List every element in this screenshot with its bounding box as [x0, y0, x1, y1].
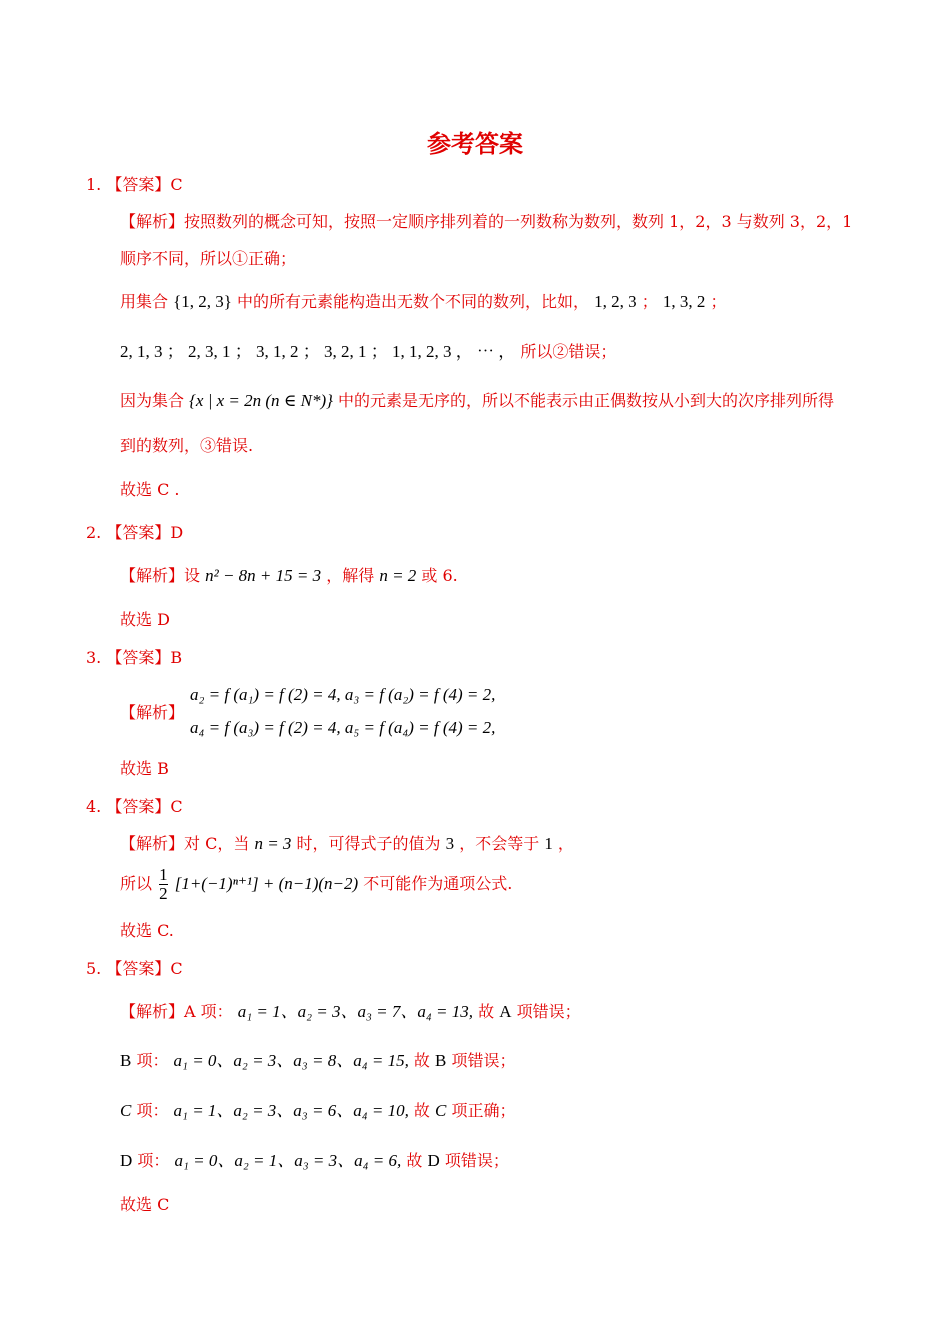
- q5-text: 【解析】A 项：: [120, 1002, 233, 1021]
- q4-fraction-denominator: 2: [159, 884, 168, 903]
- q5-text: 故: [413, 1051, 430, 1070]
- q2-text: 【解析】设: [120, 566, 201, 585]
- q5-option-c-formula: a₁ = 1、a₂ = 3、a₃ = 6、a₄ = 10,: [173, 1101, 409, 1120]
- q1-text: 中的所有元素能构造出无数个不同的数列，比如，: [237, 292, 590, 311]
- q5-option-letter: A: [499, 1002, 512, 1021]
- q5-text: 项：: [136, 1101, 169, 1120]
- q2-conclusion: 故选 D: [120, 610, 170, 629]
- q1-analysis-line-2: 顺序不同，所以①正确；: [120, 249, 297, 268]
- q3-formula-line-2: a₄ = f (a₃) = f (2) = 4, a₅ = f (a₄) = f (4) = 2,: [190, 718, 496, 737]
- q5-text: 项：: [137, 1151, 170, 1170]
- q5-analysis-line-2: [120, 1050, 515, 1072]
- q4-condition: n = 3: [254, 834, 292, 853]
- q5-option-letter: C: [120, 1101, 132, 1120]
- q1-analysis-line-6: 到的数列，③错误.: [120, 436, 254, 455]
- q2-solution: n = 2: [379, 566, 417, 585]
- q1-text: ；: [710, 292, 727, 311]
- q4-text: 【解析】对 C，当: [120, 834, 250, 853]
- q1-conclusion: 故选 C .: [120, 480, 180, 499]
- q1-set-builder-formula: {x | x = 2n (n ∈ N*)}: [189, 391, 333, 410]
- q1-text: 中的元素是无序的，所以不能表示由正偶数按从小到大的次序排列所得: [338, 391, 835, 410]
- q1-text: ；: [641, 292, 658, 311]
- q5-option-letter: D: [120, 1151, 133, 1170]
- q4-text: 所以: [120, 874, 153, 893]
- q5-text: 项错误；: [451, 1051, 516, 1070]
- q1-text: 因为集合: [120, 391, 185, 410]
- q1-sequences-formula: 2, 1, 3 ； 2, 3, 1 ； 3, 1, 2 ； 3, 2, 1 ； 1, 1, 2, 3 ， ⋯ ，: [120, 342, 516, 361]
- q5-option-letter: C: [435, 1101, 447, 1120]
- q1-sequence-formula: 1, 2, 3: [594, 292, 637, 311]
- q5-option-a-formula: a₁ = 1、a₂ = 3、a₃ = 7、a₄ = 13,: [237, 1002, 474, 1021]
- q4-conclusion: 故选 C.: [120, 921, 174, 940]
- q5-analysis-line-4: [120, 1150, 509, 1172]
- q5-text: 项正确；: [451, 1101, 516, 1120]
- q3-analysis-label: 【解析】: [120, 703, 185, 722]
- q5-text: 项错误；: [516, 1002, 581, 1021]
- q4-text: 时，可得式子的值为: [296, 834, 441, 853]
- q4-analysis-line-1: [120, 833, 574, 855]
- q5-conclusion: 故选 C: [120, 1195, 170, 1214]
- q5-text: 项错误；: [444, 1151, 509, 1170]
- q2-answer-heading: 2. 【答案】D: [86, 523, 184, 542]
- q1-sequence-formula: 1, 3, 2: [662, 292, 706, 311]
- q5-analysis-line-3: [120, 1100, 515, 1122]
- q5-text: 故: [406, 1151, 423, 1170]
- q4-analysis-line-2: [120, 866, 512, 903]
- q5-text: 故: [478, 1002, 495, 1021]
- q5-answer-heading: 5. 【答案】C: [86, 959, 183, 978]
- q5-option-letter: D: [427, 1151, 440, 1170]
- q4-value: 3: [445, 834, 455, 853]
- q4-value: 1: [544, 834, 553, 853]
- q4-fraction: [159, 866, 168, 903]
- q4-fraction-numerator: 1: [159, 865, 168, 884]
- q1-analysis-line-4: [120, 341, 616, 363]
- q3-formula-line-1: a₂ = f (a₁) = f (2) = 4, a₃ = f (a₂) = f (4) = 2,: [190, 685, 496, 704]
- q1-analysis-line-3: [120, 291, 726, 313]
- q5-option-d-formula: a₁ = 0、a₂ = 1、a₃ = 3、a₄ = 6,: [174, 1151, 402, 1170]
- q2-equation: n² − 8n + 15 = 3: [205, 566, 322, 585]
- q1-analysis-line-5: [120, 390, 834, 412]
- q3-answer-heading: 3. 【答案】B: [86, 648, 183, 667]
- page-title: 参考答案: [427, 130, 523, 158]
- q2-text: ，解得: [326, 566, 375, 585]
- q5-option-b-formula: a₁ = 0、a₂ = 3、a₃ = 8、a₄ = 15,: [173, 1051, 409, 1070]
- q1-answer-heading: 1. 【答案】C: [86, 175, 183, 194]
- q4-text: ，不会等于: [459, 834, 540, 853]
- q2-analysis-line-1: [120, 565, 458, 587]
- q4-answer-heading: 4. 【答案】C: [86, 797, 183, 816]
- q5-option-letter: B: [435, 1051, 447, 1070]
- q4-formula: [1+(−1)ⁿ⁺¹] + (n−1)(n−2): [174, 874, 359, 893]
- q4-text: ，: [557, 834, 574, 853]
- q5-text: 项：: [136, 1051, 169, 1070]
- q5-text: 故: [413, 1101, 430, 1120]
- q5-analysis-line-1: [120, 1001, 581, 1023]
- q1-text: 所以②错误；: [520, 342, 617, 361]
- q1-set-formula: {1, 2, 3}: [173, 292, 232, 311]
- q3-conclusion: 故选 B: [120, 759, 169, 778]
- q5-option-letter: B: [120, 1051, 132, 1070]
- q1-text: 用集合: [120, 292, 169, 311]
- q1-analysis-line-1: 【解析】按照数列的概念可知，按照一定顺序排列着的一列数称为数列，数列 1，2，3 与数列 3，2，1: [120, 212, 853, 231]
- q4-text: 不可能作为通项公式.: [363, 874, 513, 893]
- q2-text: 或 6.: [421, 566, 458, 585]
